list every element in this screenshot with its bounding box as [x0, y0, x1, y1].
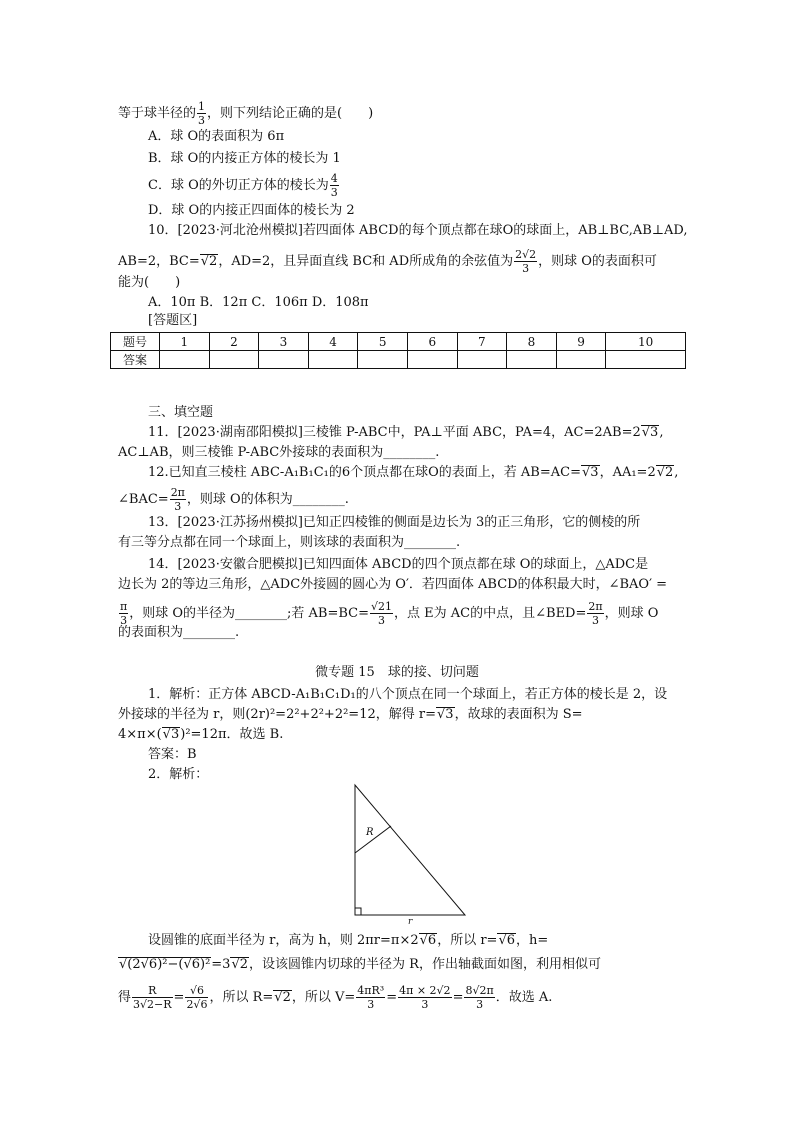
- q14-line2: 边长为 2的等边三角形，△ADC外接圆的圆心为 O′．若四面体 ABCD的体积最大时，∠BAO′ =: [118, 577, 668, 592]
- sqrt: √2: [231, 957, 249, 972]
- q14-line3: $\frac{\pi}{3}$ ，则球 O的半径为________;若 AB=BC= $\frac{√21}{3}$ ，点 E为 AC的中点，且∠BED= $\frac{2\pi}{3}$ ，则球 O: [120, 600, 659, 627]
- right-angle-mark: [355, 908, 361, 915]
- q10-line3: 能为( ): [118, 275, 181, 290]
- sqrt: √3: [581, 465, 599, 480]
- q10-options: A．10π B．12π C．106π D．108π: [148, 295, 369, 310]
- question-number-cell: 1: [160, 333, 210, 351]
- q9-stem: 等于球半径的 $\frac{1}{3}$ ，则下列结论正确的是( ): [118, 100, 374, 127]
- question-number-cell: 4: [308, 333, 358, 351]
- fraction: $\frac{√21}{3}$: [371, 600, 393, 627]
- sqrt: √2: [200, 254, 218, 269]
- q13-line1: 13．[2023·江苏扬州模拟]已知正四棱锥的侧面是边长为 3的正三角形，它的侧棱的所: [148, 515, 641, 530]
- triangle: [355, 785, 465, 915]
- sqrt: √2: [274, 990, 291, 1005]
- answer-cell[interactable]: [259, 351, 309, 369]
- q10-line1: 10．[2023·河北沧州模拟]若四面体 ABCD的每个顶点都在球O的球面上，AB⊥BC,AB⊥AD,: [148, 223, 688, 238]
- answer-table-answer-row: [111, 351, 686, 369]
- question-number-cell: 6: [407, 333, 457, 351]
- q9-option-c: C．球 O的外切正方体的棱长为 $\frac{4}{3}$: [148, 172, 338, 199]
- answer-cell[interactable]: [407, 351, 457, 369]
- answer-cell[interactable]: [507, 351, 557, 369]
- answer-cell[interactable]: [606, 351, 686, 369]
- question-number-cell: 7: [457, 333, 507, 351]
- sqrt: √6: [498, 933, 516, 948]
- question-number-cell: 10: [606, 333, 686, 351]
- fraction: $\frac{2\pi}{3}$: [588, 600, 603, 627]
- section-title: 三、填空题: [148, 405, 214, 420]
- fraction: $\frac{1}{3}$: [198, 100, 206, 127]
- answer-cell[interactable]: [457, 351, 507, 369]
- sol2-line3: 得 $\frac{R}{3√2-R}$ = $\frac{√6}{2√6}$ ，所以 R=√2，所以 V= $\frac{\text{4πR³}}{3}$ = $\frac{4\pi \times 2√2}{3}$ = $\frac{8√2\pi}{3}$ ．故选 A.: [118, 984, 553, 1011]
- fraction: $\frac{8√2\pi}{3}$: [465, 984, 494, 1011]
- q11-line1: 11．[2023·湖南邵阳模拟]三棱锥 P-ABC中，PA⊥平面 ABC，PA=4，AC=2AB=2√3,: [148, 425, 664, 440]
- sqrt: √3: [162, 727, 180, 742]
- answer-table: [110, 332, 686, 369]
- fraction: $\frac{√6}{2√6}$: [186, 984, 208, 1011]
- sol2-line1: 设圆锥的底面半径为 r，高为 h，则 2πr=π×2√6，所以 r=√6，h=: [148, 933, 549, 948]
- q14-line4: 的表面积为________.: [118, 625, 240, 640]
- solution-title: 微专题 15 球的接、切问题: [315, 665, 479, 680]
- fraction: $\frac{2\pi}{3}$: [170, 486, 185, 513]
- fraction: $\frac{\pi}{3}$: [120, 600, 128, 627]
- sol2-label: 2．解析：: [148, 767, 209, 782]
- fraction: $\frac{\text{4πR³}}{3}$: [357, 984, 385, 1011]
- sol2-line2: √(2√6)²−(√6)²=3√2，设该圆锥内切球的半径为 R，作出轴截面如图，利用相似可: [119, 957, 601, 972]
- sol1-line1: 1．解析：正方体 ABCD-A₁B₁C₁D₁的八个顶点在同一个球面上，若正方体的棱长是 2，设: [148, 687, 668, 702]
- answer-cell[interactable]: [556, 351, 606, 369]
- question-number-cell: 9: [556, 333, 606, 351]
- label-r: r: [408, 917, 413, 927]
- sqrt: √3: [437, 707, 454, 722]
- q9-option-a: A．球 O的表面积为 6π: [148, 129, 285, 144]
- answer-cell[interactable]: [209, 351, 259, 369]
- fraction: $\frac{4}{3}$: [330, 172, 338, 199]
- answer-area-label: [答题区]: [148, 313, 198, 328]
- label-R: R: [366, 827, 374, 838]
- sol1-line2: 外接球的半径为 r，则(2r)²=2²+2²+2²=12，解得 r=√3，故球的表面积为 S=: [118, 707, 583, 722]
- sqrt: √6: [419, 933, 437, 948]
- q12-line1: 12.已知直三棱柱 ABC-A₁B₁C₁的6个顶点都在球O的表面上，若 AB=AC=√3，AA₁=2√2,: [148, 465, 679, 480]
- fraction: $\frac{4\pi \times 2√2}{3}$: [399, 984, 451, 1011]
- question-number-cell: 5: [358, 333, 408, 351]
- q14-line1: 14．[2023·安徽合肥模拟]已知四面体 ABCD的四个顶点都在球 O的球面上，△ADC是: [148, 557, 649, 572]
- fraction: $\frac{R}{3√2-R}$: [133, 984, 172, 1011]
- answer-table-header: 题号: [111, 333, 160, 351]
- q9-option-b: B．球 O的内接正方体的棱长为 1: [148, 151, 341, 166]
- answer-table-number-row: [111, 333, 686, 351]
- q9-option-d: D．球 O的内接正四面体的棱长为 2: [148, 203, 355, 218]
- question-number-cell: 3: [259, 333, 309, 351]
- question-number-cell: 8: [507, 333, 557, 351]
- q12-line2: ∠BAC= $\frac{2\pi}{3}$ ，则球 O的体积为________.: [118, 486, 349, 513]
- sol1-line3: 4×π×(√3)²=12π．故选 B.: [118, 727, 284, 742]
- fraction: $\frac{2√2}{3}$: [515, 248, 537, 275]
- q13-line2: 有三等分点都在同一个球面上，则该球的表面积为________.: [118, 535, 461, 550]
- sol1-answer: 答案：B: [148, 747, 197, 762]
- question-number-cell: 2: [209, 333, 259, 351]
- cone-axial-section-figure: [348, 780, 472, 927]
- q10-line2: AB=2，BC=√2，AD=2，且异面直线 BC和 AD所成角的余弦值为 $\frac{2√2}{3}$ ，则球 O的表面积可: [118, 248, 657, 275]
- answer-cell[interactable]: [308, 351, 358, 369]
- sqrt: √(2√6)²−(√6)²: [119, 957, 211, 972]
- answer-cell[interactable]: [160, 351, 210, 369]
- answer-table-header: 答案: [111, 351, 160, 369]
- sqrt: √3: [641, 425, 659, 440]
- sqrt: √2: [656, 465, 674, 480]
- q11-line2: AC⊥AB，则三棱锥 P-ABC外接球的表面积为________.: [118, 445, 440, 460]
- answer-cell[interactable]: [358, 351, 408, 369]
